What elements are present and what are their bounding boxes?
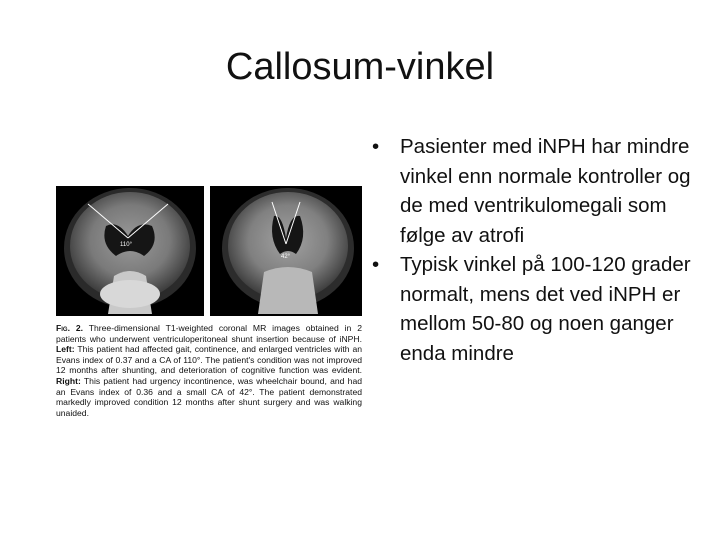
mri-svg [56,186,362,316]
caption-right-label: Right: [56,375,81,386]
caption-figure-label: Fig. 2. [56,323,84,333]
mri-images [56,186,362,316]
mri-figure [56,186,366,426]
caption-intro: Three-dimensional T1-weighted coronal MR images obtained in 2 patients who underwent ventriculoperitoneal shunt insertion because of iNPH. [56,323,362,344]
bullet-marker: • [372,135,380,158]
bullet-text: Pasienter med iNPH har mindre vinkel enn normale kontroller og de med ventrikulomegali som følge av atrofi [400,135,691,247]
mri-left-scan [64,188,196,314]
bullet-text: Typisk vinkel på 100-120 grader normalt, mens det ved iNPH er mellom 50-80 og noen ganger enda mindre [400,253,691,365]
bullet-item [368,132,713,250]
bullet-item [368,250,713,368]
caption-left-label: Left: [56,344,75,355]
left-angle-label: 110° [120,242,132,248]
caption-right-text: This patient had urgency incontinence, was wheelchair bound, and had an Evans index of 0.36 and a small CA of 42°. The patient demonstrated markedly improved condition 12 months after shunt surgery and was walking unaided. [56,375,363,418]
figure-caption [56,323,362,418]
bullet-marker: • [372,253,380,276]
caption-left-text: This patient had affected gait, continence, and enlarged ventricles with an Evans index of 0.37 and a CA of 110°. The patient's condition was not improved 12 months after shunting, and deterioration of cognitive function was evident. [56,344,362,376]
slide-title: Callosum-vinkel [225,46,495,88]
bullet-list [368,132,713,368]
mri-right-scan [222,188,354,314]
right-angle-label: 42° [281,254,291,260]
